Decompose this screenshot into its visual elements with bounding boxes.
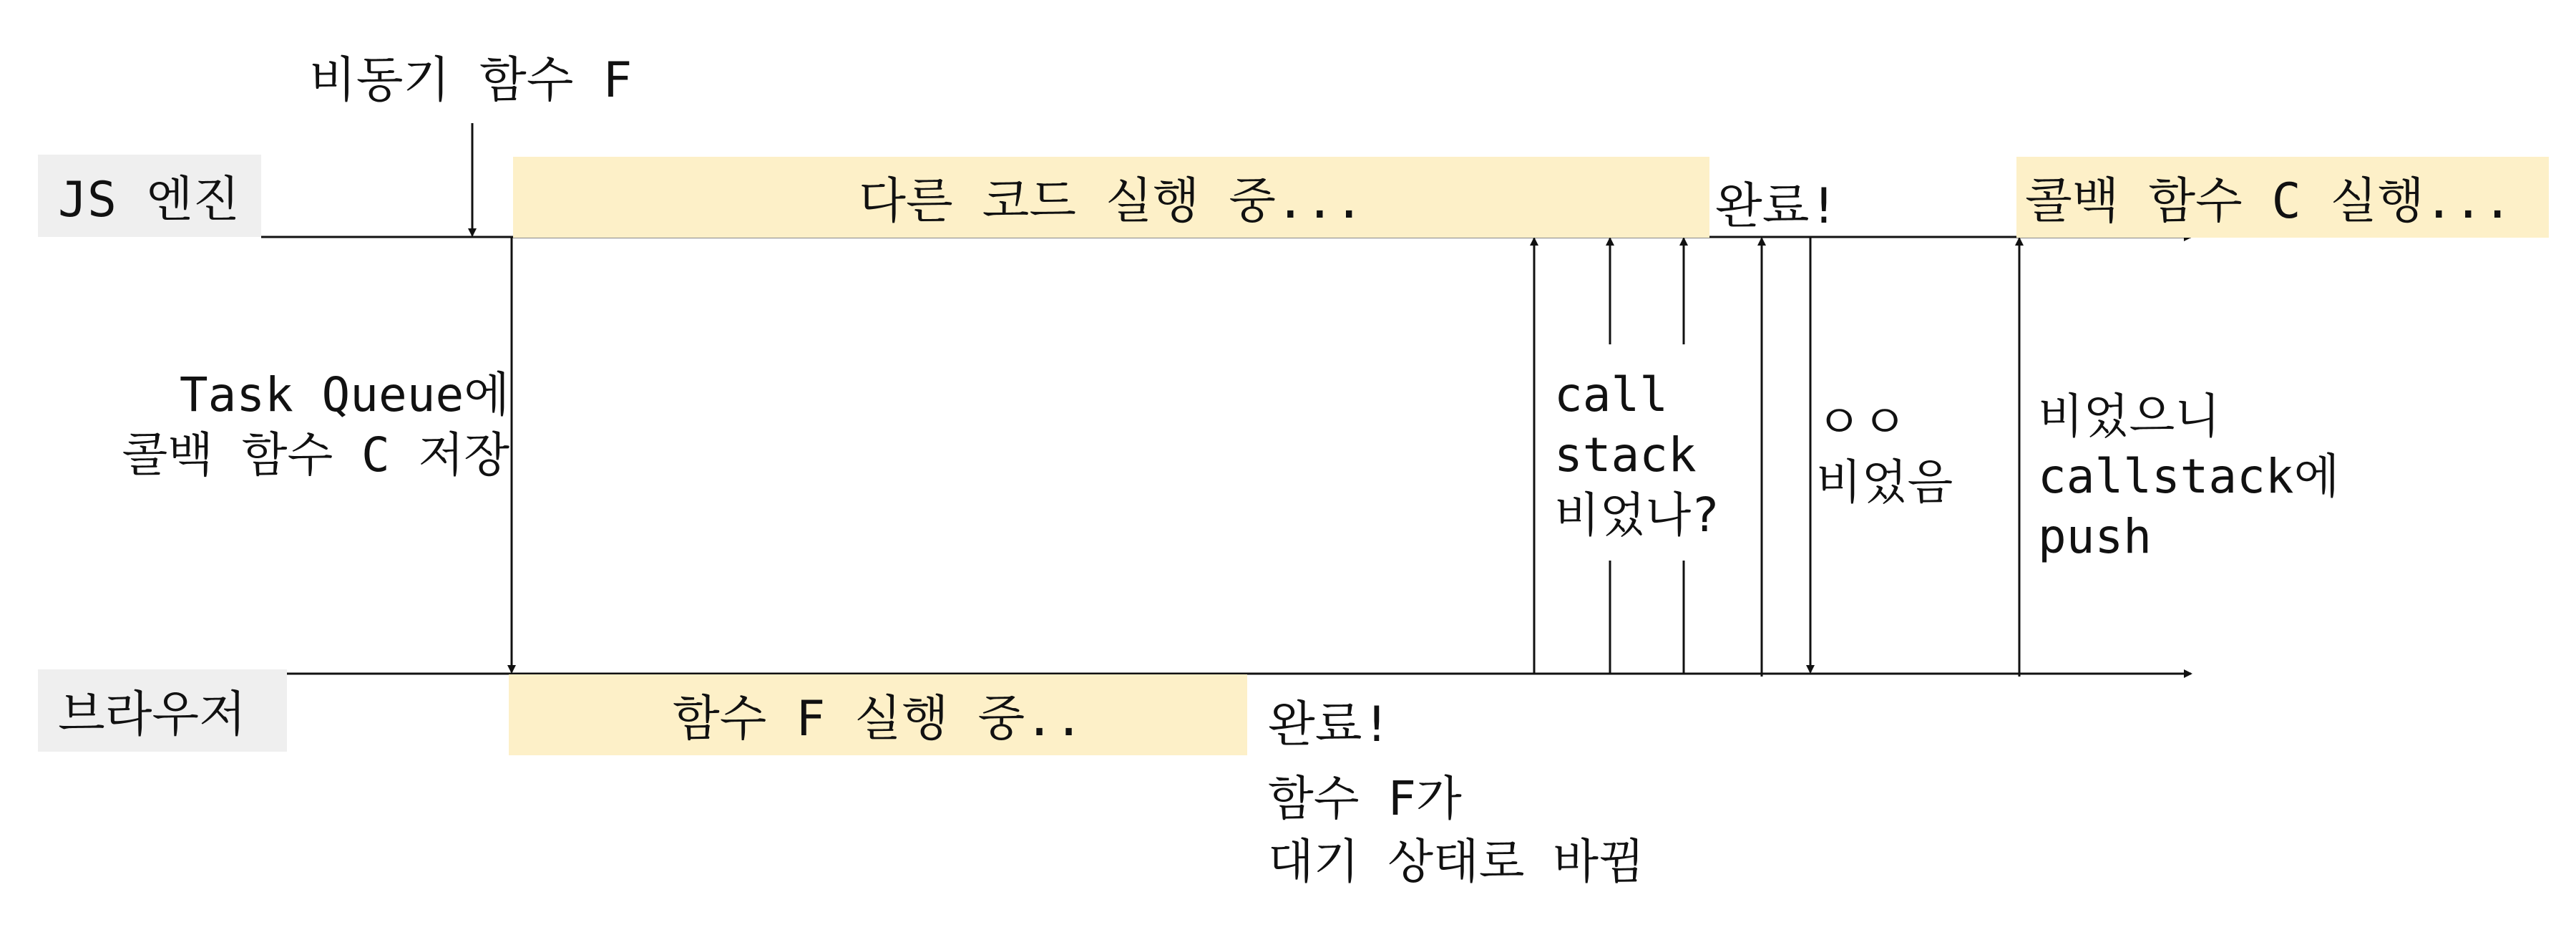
call-stack-question-note	[1554, 365, 1719, 546]
call-stack-line-1: call	[1554, 367, 1668, 422]
function-f-bar: 함수 F 실행 중..	[509, 674, 1247, 755]
empty-line-2: 비었음	[1816, 455, 1953, 510]
task-queue-note	[57, 365, 509, 485]
task-queue-line-1: Task Queue에	[179, 367, 509, 422]
task-queue-line-2: 콜백 함수 C 저장	[122, 427, 509, 483]
waiting-state-note	[1268, 767, 1644, 893]
other-code-bar: 다른 코드 실행 중...	[513, 157, 1709, 238]
empty-answer-note	[1816, 392, 1953, 513]
push-line-3: push	[2038, 509, 2152, 564]
js-engine-label: JS 엔진	[38, 155, 261, 237]
browser-label: 브라우저	[38, 669, 287, 752]
push-line-2: callstack에	[2038, 449, 2340, 504]
browser-done-label: 완료!	[1268, 697, 1392, 753]
waiting-line-1: 함수 F가	[1268, 771, 1462, 826]
call-stack-line-2: stack	[1554, 427, 1697, 483]
empty-line-1: ㅇㅇ	[1816, 394, 1908, 450]
call-stack-line-3: 비었나?	[1554, 488, 1720, 543]
waiting-line-2: 대기 상태로 바뀜	[1268, 834, 1644, 889]
push-note	[2038, 387, 2339, 567]
engine-done-label: 완료!	[1715, 178, 1839, 235]
callback-bar: 콜백 함수 C 실행...	[2016, 157, 2549, 238]
push-line-1: 비었으니	[2038, 389, 2221, 444]
async-function-note: 비동기 함수 F	[309, 52, 633, 109]
